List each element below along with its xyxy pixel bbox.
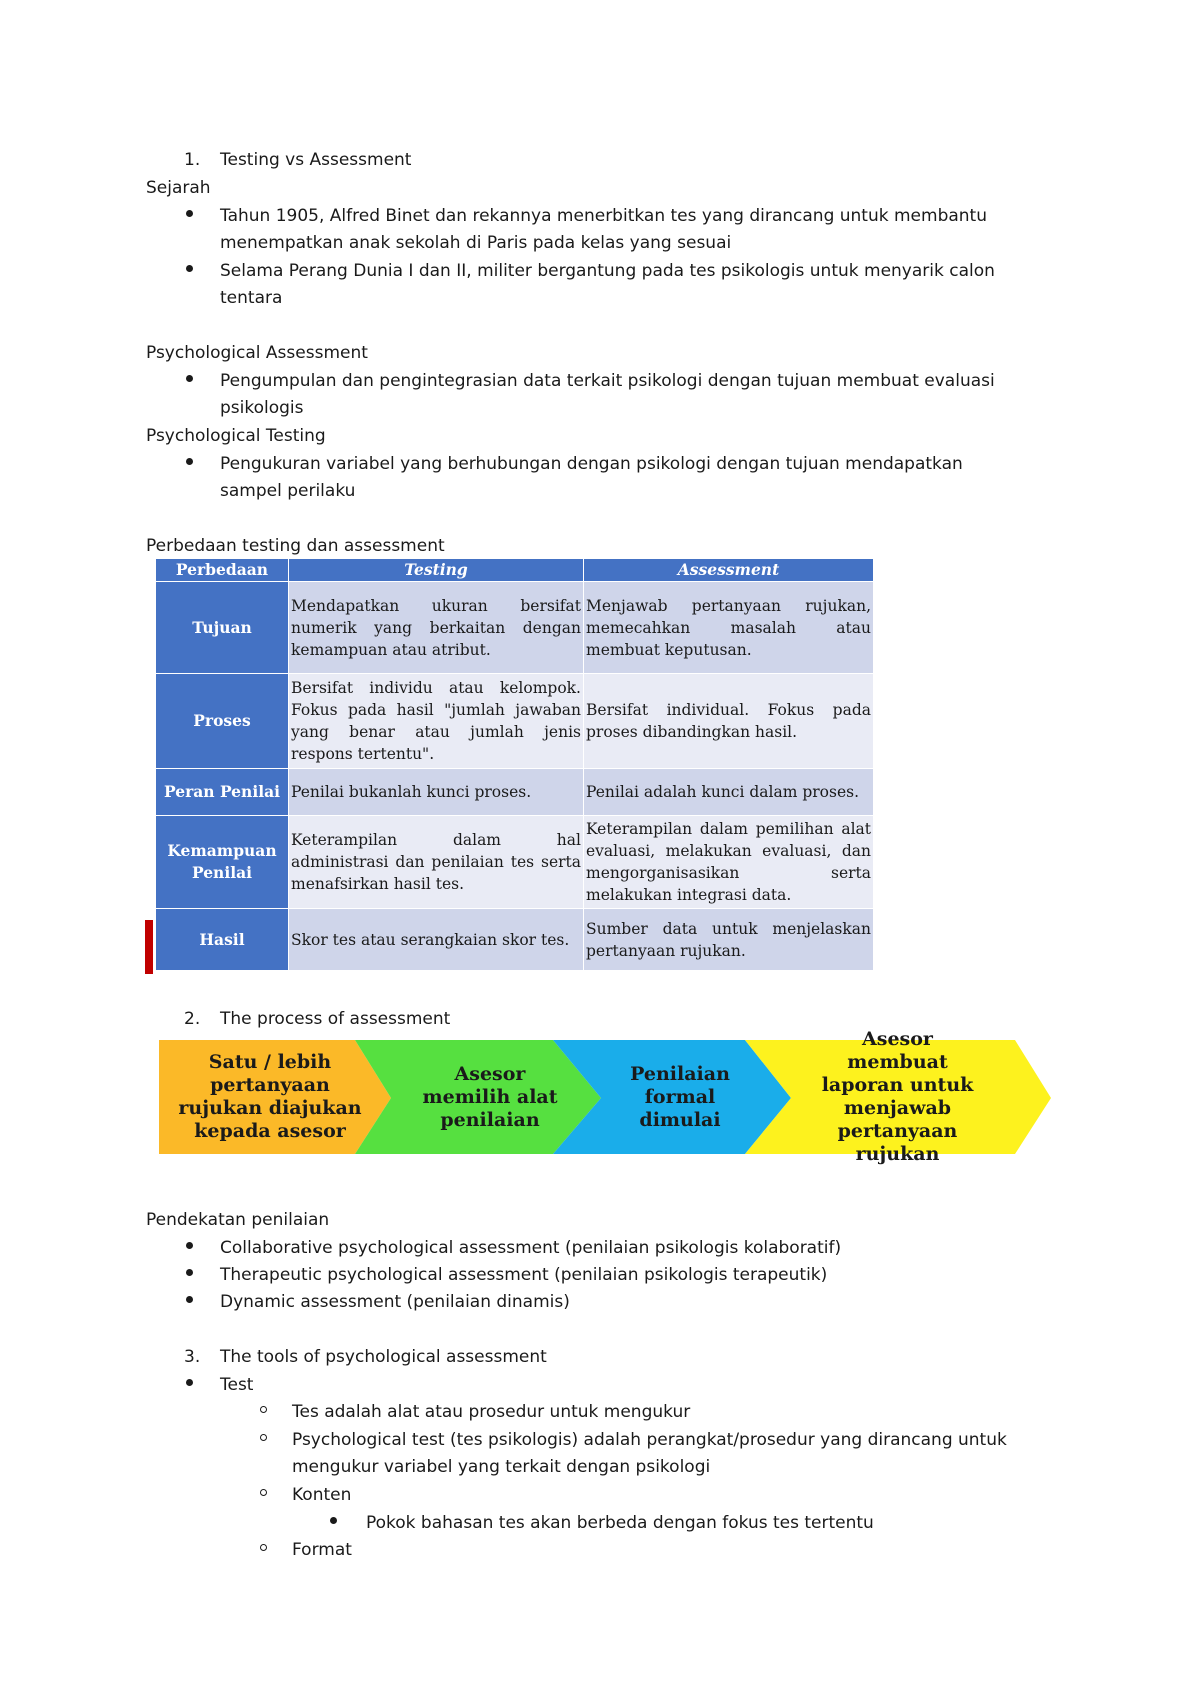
heading-testing: Psychological Testing <box>146 426 326 446</box>
table-row <box>156 674 874 769</box>
sub-list-item: Konten <box>292 1485 352 1505</box>
bullet-icon <box>186 375 193 382</box>
table-cell: Keterampilan dalam pemilihan alat evaluasi, melakukan evaluasi, dan mengorganisasikan serta melakukan integrasi data. <box>584 816 874 909</box>
table-row <box>156 909 874 971</box>
list-item: Dynamic assessment (penilaian dinamis) <box>220 1292 570 1312</box>
table-cell: Penilai adalah kunci dalam proses. <box>584 769 874 816</box>
bullet-icon <box>186 265 193 272</box>
process-step-label: Asesor memilih alat penilaian <box>422 1062 558 1131</box>
table-row <box>156 769 874 816</box>
heading-perbedaan: Perbedaan testing dan assessment <box>146 536 445 556</box>
table-cell: Skor tes atau serangkaian skor tes. <box>289 909 584 971</box>
section-number: 3. <box>184 1347 201 1367</box>
bullet-icon <box>186 210 193 217</box>
list-item: Collaborative psychological assessment (penilaian psikologis kolaboratif) <box>220 1238 842 1258</box>
process-step-label: Asesor membuat laporan untuk menjawab pertanyaan rujukan <box>821 1028 974 1165</box>
circle-bullet-icon <box>260 1434 267 1441</box>
circle-bullet-icon <box>260 1544 267 1551</box>
table-cell: Sumber data untuk menjelaskan pertanyaan rujukan. <box>584 909 874 971</box>
bullet-icon <box>186 458 193 465</box>
row-header: Kemampuan Penilai <box>156 816 289 909</box>
table-cell: Keterampilan dalam hal administrasi dan penilaian tes serta menafsirkan hasil tes. <box>289 816 584 909</box>
bullet-icon <box>186 1242 193 1249</box>
row-header: Tujuan <box>156 582 289 674</box>
table-cell: Bersifat individu atau kelompok. Fokus pada hasil "jumlah jawaban yang benar atau jumlah jenis respons tertentu". <box>289 674 584 769</box>
list-item-cont: menempatkan anak sekolah di Paris pada kelas yang sesuai <box>220 233 732 253</box>
bullet-icon <box>186 1269 193 1276</box>
table-header: Perbedaan <box>156 559 289 582</box>
process-step-label: Satu / lebih pertanyaan rujukan diajukan kepada asesor <box>178 1051 362 1142</box>
row-header: Hasil <box>156 909 289 971</box>
table-header-row <box>156 559 874 582</box>
table-header: Testing <box>289 559 584 582</box>
bullet-icon <box>330 1517 337 1524</box>
sub-list-item: Tes adalah alat atau prosedur untuk mengukur <box>292 1402 691 1422</box>
section-title: The process of assessment <box>220 1009 451 1029</box>
heading-sejarah: Sejarah <box>146 178 211 198</box>
sub-list-item: Format <box>292 1540 352 1560</box>
bullet-icon <box>186 1379 193 1386</box>
list-item: Selama Perang Dunia I dan II, militer bergantung pada tes psikologis untuk menyarik calon <box>220 261 995 281</box>
row-header: Proses <box>156 674 289 769</box>
row-header: Peran Penilai <box>156 769 289 816</box>
list-item: Tahun 1905, Alfred Binet dan rekannya menerbitkan tes yang dirancang untuk membantu <box>220 206 988 226</box>
comparison-table <box>155 558 874 971</box>
list-item: Pengukuran variabel yang berhubungan dengan psikologi dengan tujuan mendapatkan <box>220 454 963 474</box>
list-item: Test <box>220 1375 254 1395</box>
list-item-cont: sampel perilaku <box>220 481 356 501</box>
sub-list-item: Psychological test (tes psikologis) adalah perangkat/prosedur yang dirancang untuk <box>292 1430 1007 1450</box>
process-step-label: Penilaian formal dimulai <box>630 1062 730 1131</box>
sub-sub-list-item: Pokok bahasan tes akan berbeda dengan fokus tes tertentu <box>366 1513 874 1533</box>
list-item: Pengumpulan dan pengintegrasian data terkait psikologi dengan tujuan membuat evaluasi <box>220 371 995 391</box>
section-number: 1. <box>184 150 201 170</box>
section-title: The tools of psychological assessment <box>220 1347 547 1367</box>
sub-list-item-cont: mengukur variabel yang terkait dengan psikologi <box>292 1457 711 1477</box>
circle-bullet-icon <box>260 1406 267 1413</box>
table-cell: Mendapatkan ukuran bersifat numerik yang berkaitan dengan kemampuan atau atribut. <box>289 582 584 674</box>
table-row <box>156 582 874 674</box>
heading-pendekatan: Pendekatan penilaian <box>146 1210 330 1230</box>
section-title: Testing vs Assessment <box>220 150 412 170</box>
table-row <box>156 816 874 909</box>
table-cell: Menjawab pertanyaan rujukan, memecahkan masalah atau membuat keputusan. <box>584 582 874 674</box>
table-cell: Bersifat individual. Fokus pada proses dibandingkan hasil. <box>584 674 874 769</box>
circle-bullet-icon <box>260 1489 267 1496</box>
table-header: Assessment <box>584 559 874 582</box>
list-item-cont: psikologis <box>220 398 304 418</box>
bullet-icon <box>186 1296 193 1303</box>
list-item: Therapeutic psychological assessment (penilaian psikologis terapeutik) <box>220 1265 828 1285</box>
heading-assessment: Psychological Assessment <box>146 343 368 363</box>
red-marker-decoration <box>145 920 153 974</box>
section-number: 2. <box>184 1009 201 1029</box>
table-cell: Penilai bukanlah kunci proses. <box>289 769 584 816</box>
list-item-cont: tentara <box>220 288 283 308</box>
